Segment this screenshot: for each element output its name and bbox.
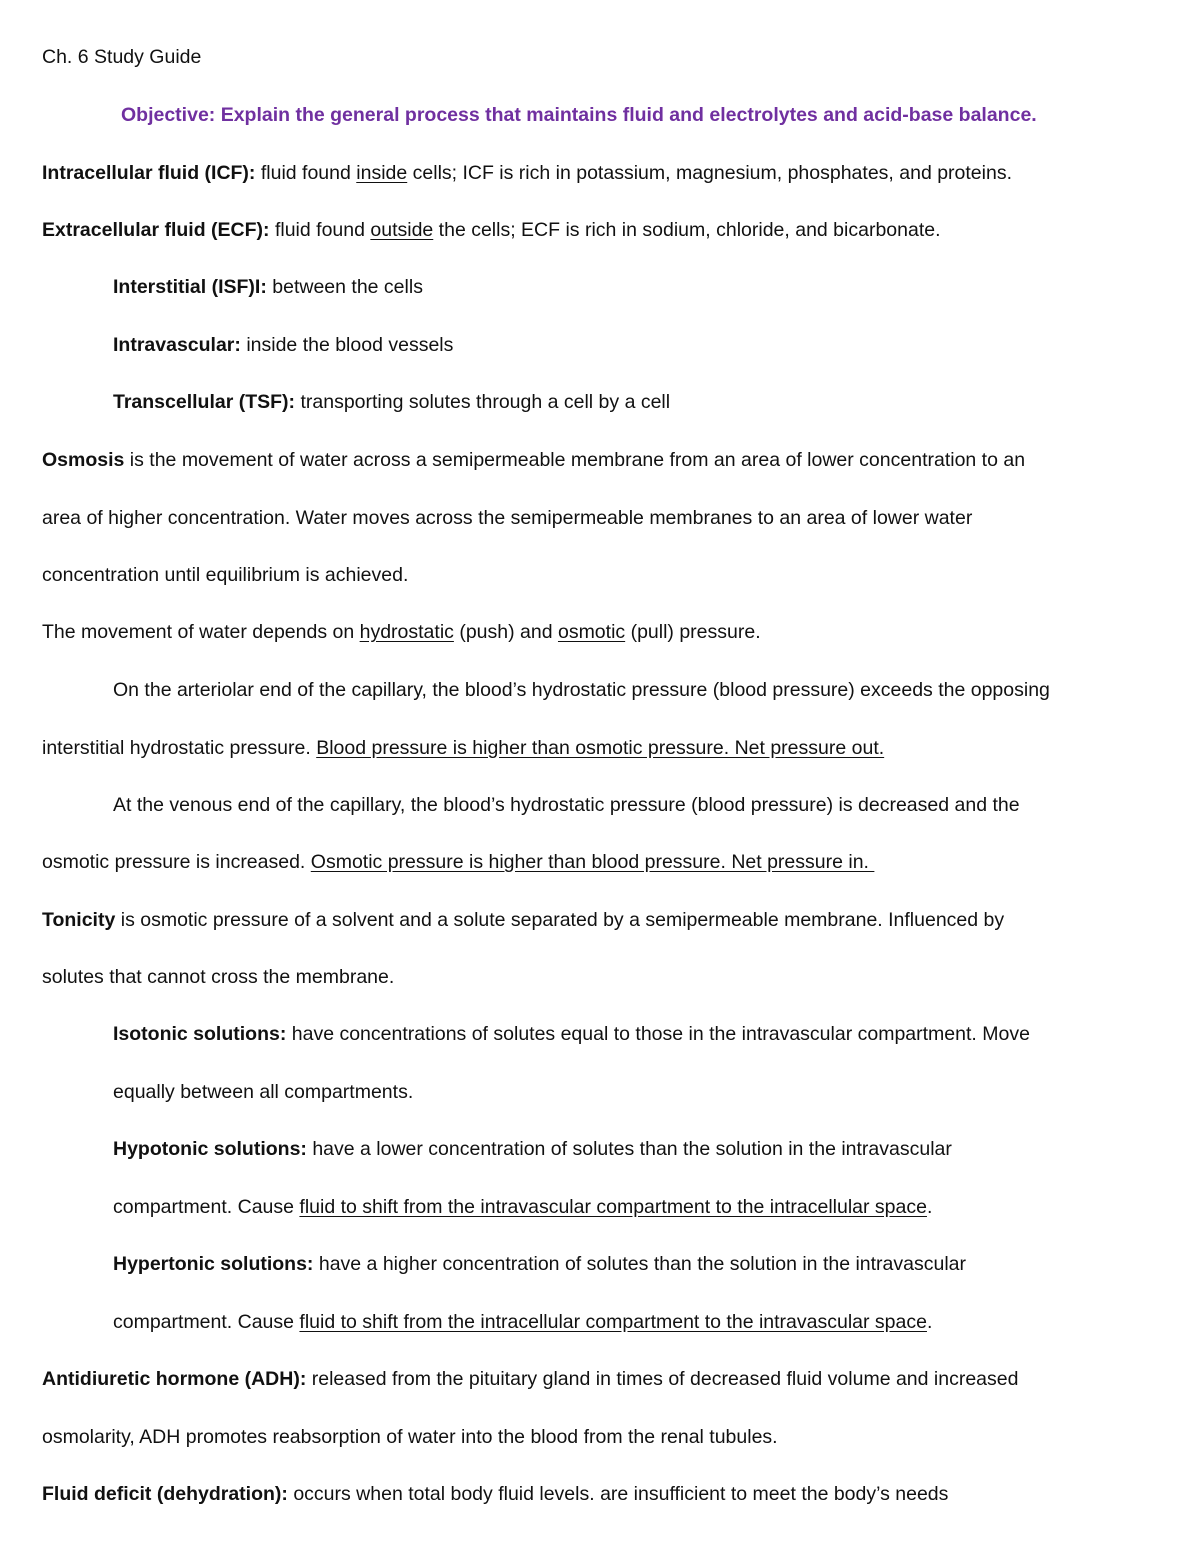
- isotonic-text-1: have concentrations of solutes equal to those in the intravascular compartment. Move: [286, 1023, 1030, 1045]
- osmosis-line-2: area of higher concentration. Water moves across the semipermeable membranes to an area of lower water: [42, 507, 973, 529]
- tonicity-line-2: solutes that cannot cross the membrane.: [42, 966, 395, 988]
- osmotic-term: osmotic: [557, 621, 626, 643]
- objective-statement: Objective: Explain the general process that maintains fluid and electrolytes and acid-base balance.: [121, 104, 1037, 126]
- hypertonic-text-post: .: [926, 1311, 933, 1333]
- adh-term: Antidiuretic hormone (ADH):: [42, 1368, 307, 1390]
- hypotonic-text-pre: compartment. Cause: [113, 1196, 300, 1218]
- fluid-deficit-text-1: occurs when total body fluid levels. are insufficient to meet the body’s needs: [287, 1483, 949, 1505]
- pressure-text-post: (pull) pressure.: [625, 621, 761, 643]
- osmosis-text-1: is the movement of water across a semipermeable membrane from an area of lower concentration to an: [124, 449, 1026, 471]
- tonicity-line-1: [42, 908, 1004, 932]
- hypertonic-text-1: have a higher concentration of solutes than the solution in the intravascular: [313, 1253, 967, 1275]
- arteriolar-line-1: On the arteriolar end of the capillary, the blood’s hydrostatic pressure (blood pressure) exceeds the opposing: [113, 679, 1050, 701]
- adh-line-2: osmolarity, ADH promotes reabsorption of water into the blood from the renal tubules.: [42, 1426, 778, 1448]
- ecf-text-pre: fluid found: [269, 219, 371, 241]
- hydrostatic-term: hydrostatic: [359, 621, 454, 643]
- hypotonic-line-1: [113, 1137, 952, 1161]
- transcellular-text: transporting solutes through a cell by a cell: [295, 391, 671, 413]
- arteriolar-line-2: [42, 736, 884, 760]
- intravascular-term: Intravascular:: [113, 334, 241, 356]
- adh-text-1: released from the pituitary gland in times of decreased fluid volume and increased: [306, 1368, 1019, 1390]
- icf-text-post: cells; ICF is rich in potassium, magnesium, phosphates, and proteins.: [407, 162, 1012, 184]
- icf-text-pre: fluid found: [255, 162, 357, 184]
- isotonic-line-2: equally between all compartments.: [113, 1081, 414, 1103]
- tonicity-term: Tonicity: [42, 909, 116, 931]
- osmosis-line-1: [42, 448, 1025, 472]
- hypotonic-text-post: .: [926, 1196, 933, 1218]
- icf-term: Intracellular fluid (ICF):: [42, 162, 256, 184]
- hypertonic-line-2: [113, 1310, 932, 1334]
- tonicity-text-1: is osmotic pressure of a solvent and a solute separated by a semipermeable membrane. Influenced by: [115, 909, 1005, 931]
- interstitial-term: Interstitial (ISF)I:: [113, 276, 267, 298]
- arteriolar-text: interstitial hydrostatic pressure.: [42, 737, 317, 759]
- icf-underlined: inside: [356, 162, 408, 184]
- pressure-text-mid: (push) and: [453, 621, 558, 643]
- hypertonic-line-1: [113, 1252, 966, 1276]
- hypotonic-text-1: have a lower concentration of solutes than the solution in the intravascular: [306, 1138, 952, 1160]
- icf-definition: [42, 161, 1012, 185]
- adh-line-1: [42, 1367, 1018, 1391]
- isotonic-term: Isotonic solutions:: [113, 1023, 287, 1045]
- hypertonic-term: Hypertonic solutions:: [113, 1253, 314, 1275]
- document-title: Ch. 6 Study Guide: [42, 46, 202, 68]
- isotonic-line-1: [113, 1022, 1030, 1046]
- venous-underlined: Osmotic pressure is higher than blood pressure. Net pressure in.: [310, 851, 875, 873]
- venous-line-2: [42, 850, 874, 874]
- hypotonic-line-2: [113, 1195, 932, 1219]
- ecf-definition: [42, 218, 941, 242]
- fluid-deficit-line-1: [42, 1482, 948, 1506]
- ecf-underlined: outside: [370, 219, 434, 241]
- hypotonic-term: Hypotonic solutions:: [113, 1138, 307, 1160]
- osmosis-line-3: concentration until equilibrium is achieved.: [42, 564, 409, 586]
- arteriolar-underlined: Blood pressure is higher than osmotic pressure. Net pressure out.: [316, 737, 885, 759]
- pressure-text-pre: The movement of water depends on: [42, 621, 360, 643]
- ecf-term: Extracellular fluid (ECF):: [42, 219, 270, 241]
- hypertonic-underlined: fluid to shift from the intracellular compartment to the intravascular space: [299, 1311, 927, 1333]
- fluid-deficit-term: Fluid deficit (dehydration):: [42, 1483, 288, 1505]
- osmosis-term: Osmosis: [42, 449, 125, 471]
- transcellular-term: Transcellular (TSF):: [113, 391, 296, 413]
- pressure-sentence: [42, 620, 761, 644]
- venous-text: osmotic pressure is increased.: [42, 851, 311, 873]
- interstitial-text: between the cells: [266, 276, 423, 298]
- intravascular-text: inside the blood vessels: [240, 334, 454, 356]
- ecf-text-post: the cells; ECF is rich in sodium, chloride, and bicarbonate.: [433, 219, 941, 241]
- transcellular-definition: [113, 390, 670, 414]
- intravascular-definition: [113, 333, 453, 357]
- interstitial-definition: [113, 275, 423, 299]
- venous-line-1: At the venous end of the capillary, the blood’s hydrostatic pressure (blood pressure) is decreased and the: [113, 794, 1020, 816]
- hypotonic-underlined: fluid to shift from the intravascular compartment to the intracellular space: [299, 1196, 927, 1218]
- hypertonic-text-pre: compartment. Cause: [113, 1311, 300, 1333]
